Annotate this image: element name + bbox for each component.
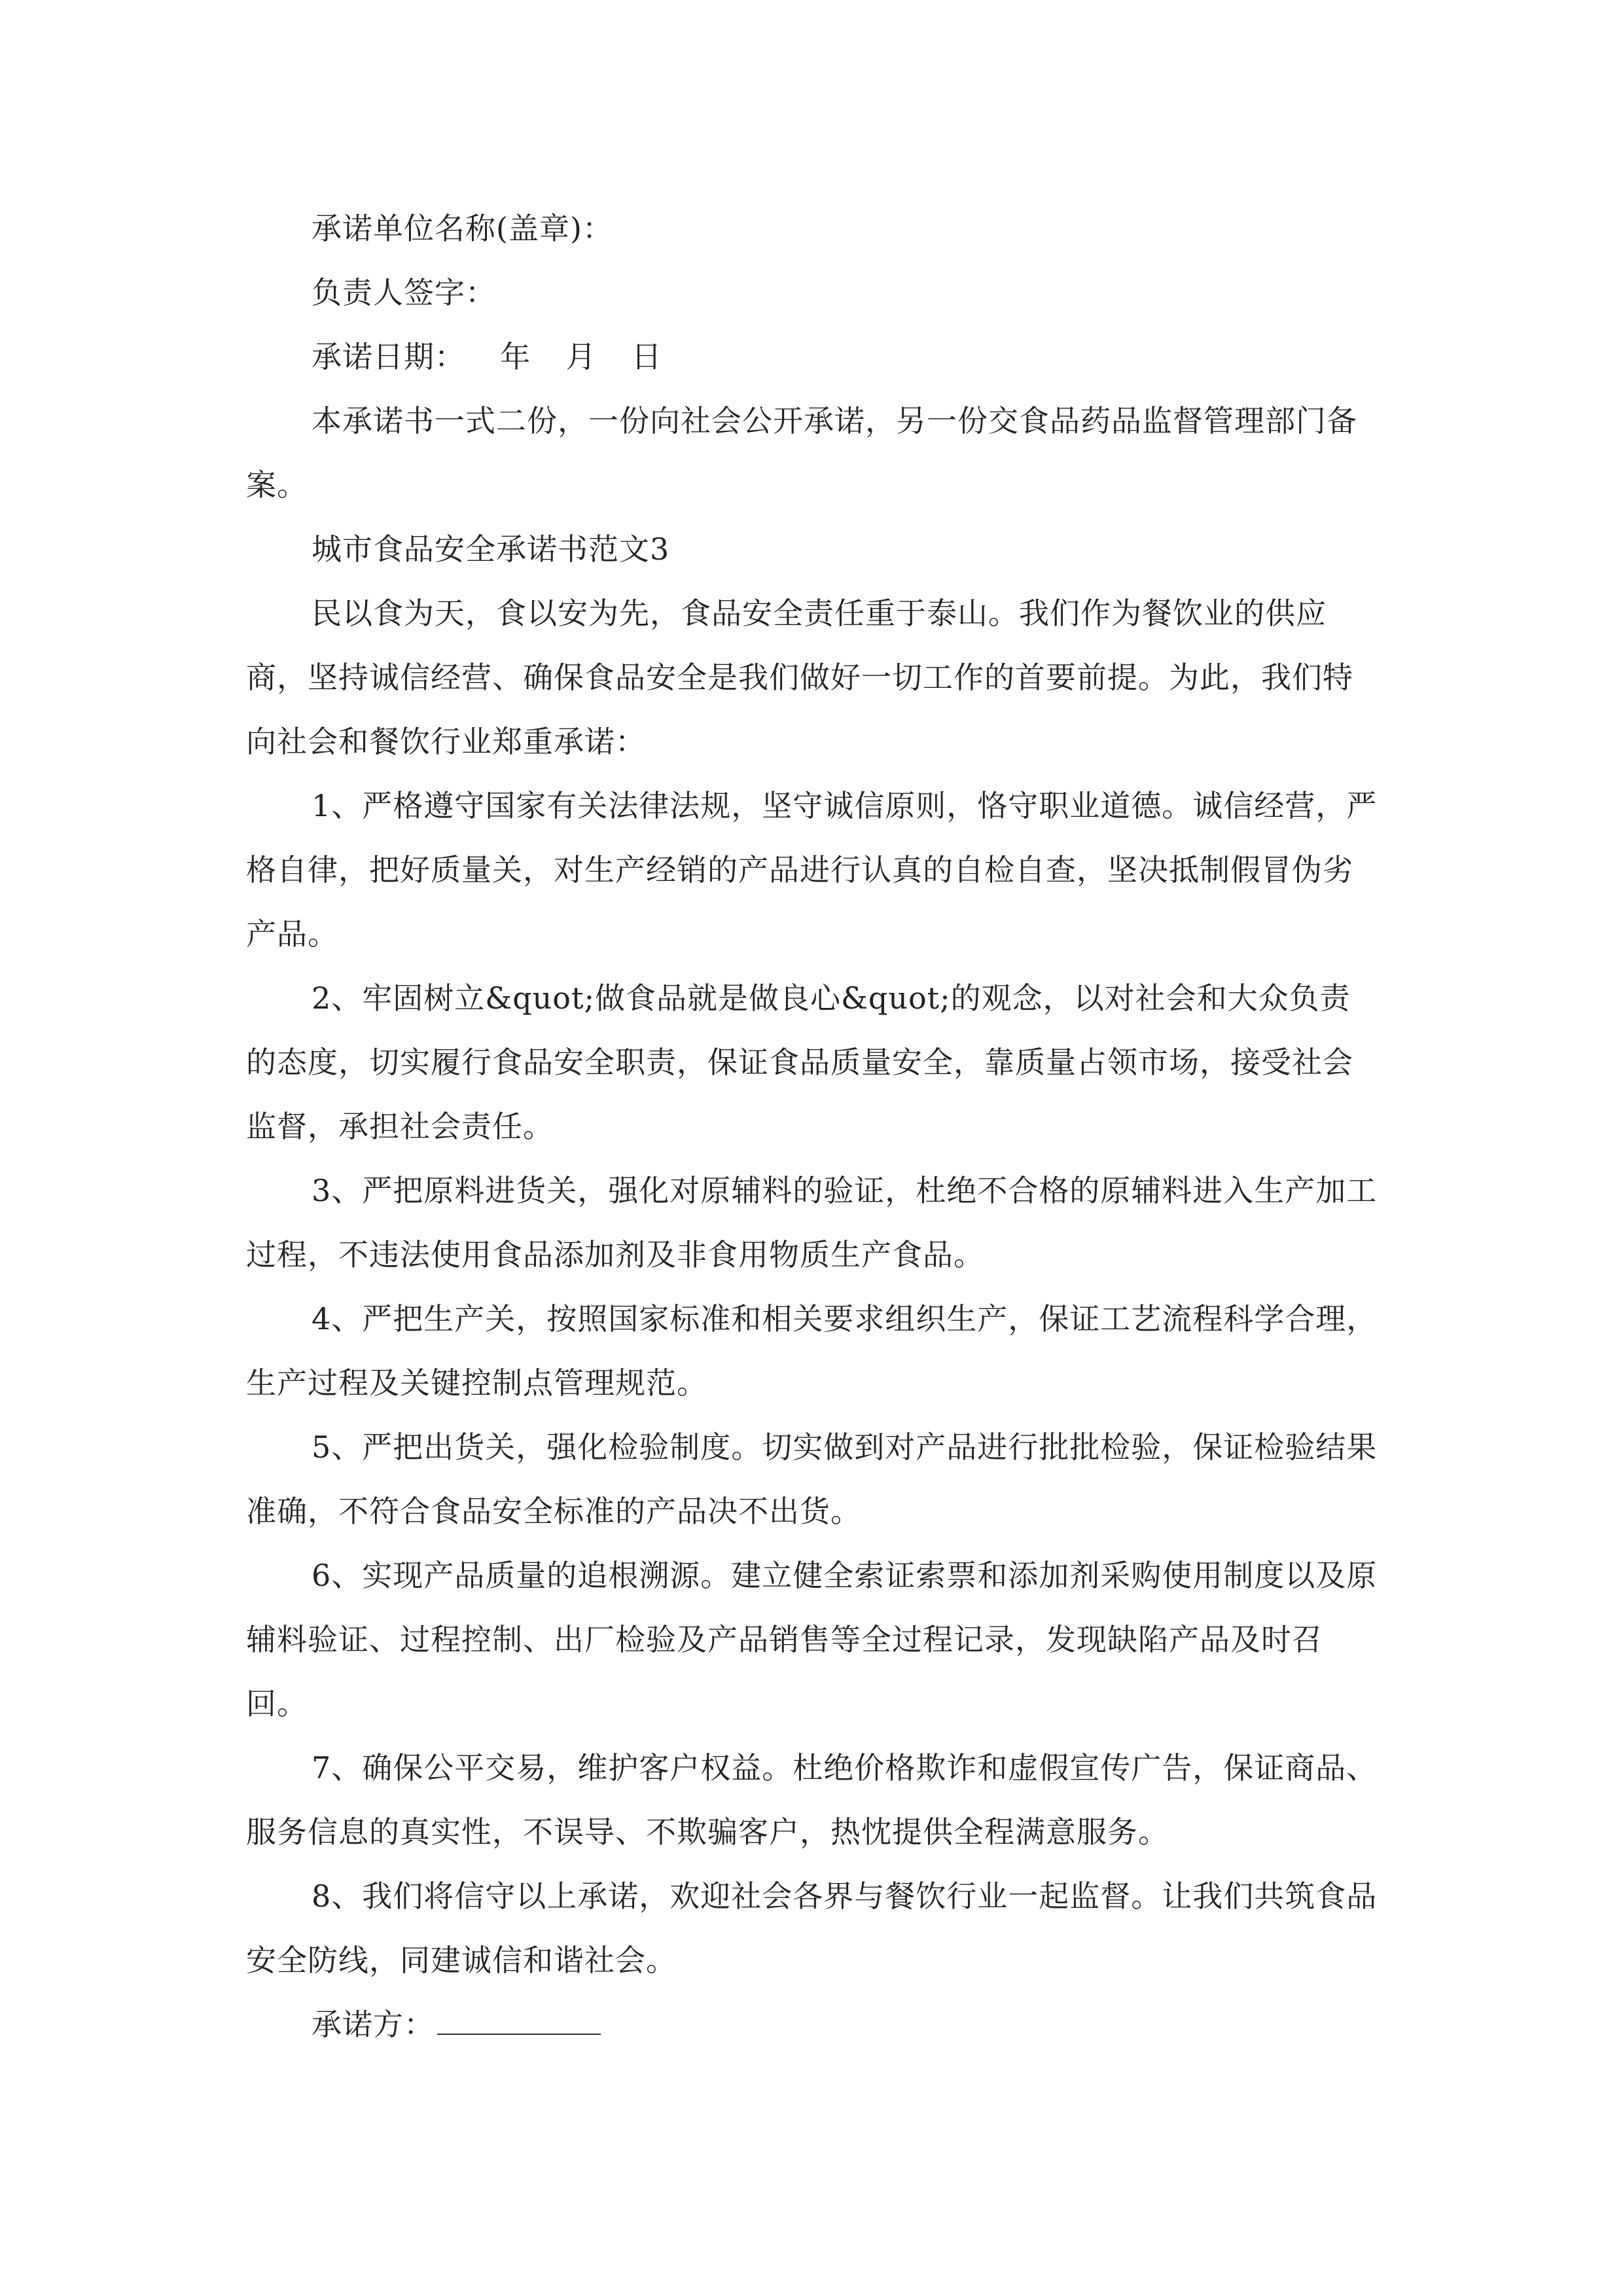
commitment-item-2: 2、牢固树立&quot;做食品就是做良心&quot;的观念，以对社会和大众负责的态度，切实履行食品安全职责，保证食品质量安全，靠质量占领市场，接受社会监督，承担社会责任。 [246, 980, 1353, 1144]
commitment-item-3: 3、严把原料进货关，强化对原辅料的验证，杜绝不合格的原辅料进入生产加工过程，不违法使用食品添加剂及非食用物质生产食品。 [246, 1173, 1378, 1272]
date-month: 月 [565, 339, 597, 374]
commitment-item-8: 8、我们将信守以上承诺，欢迎社会各界与餐饮行业一起监督。让我们共筑食品安全防线，同建诚信和谐社会。 [246, 1878, 1378, 1978]
commitment-item-4: 4、严把生产关，按照国家标准和相关要求组织生产，保证工艺流程科学合理，生产过程及关键控制点管理规范。 [246, 1301, 1378, 1401]
intro-paragraph: 民以食为天，食以安为先，食品安全责任重于泰山。我们作为餐饮业的供应商，坚持诚信经营、确保食品安全是我们做好一切工作的首要前提。为此，我们特向社会和餐饮行业郑重承诺： [246, 596, 1353, 759]
date-label: 承诺日期： [312, 339, 465, 374]
section-title: 城市食品安全承诺书范文3 [312, 531, 670, 567]
signatory-label: 承诺方： [312, 2007, 435, 2042]
commitment-item-5: 5、严把出货关，强化检验制度。切实做到对产品进行批批检验，保证检验结果准确，不符合食品安全标准的产品决不出货。 [246, 1429, 1378, 1529]
date-line [246, 325, 1378, 389]
commitment-item-6: 6、实现产品质量的追根溯源。建立健全索证索票和添加剂采购使用制度以及原辅料验证、过程控制、出厂检验及产品销售等全过程记录，发现缺陷产品及时召回。 [246, 1558, 1378, 1721]
commitment-item-7: 7、确保公平交易，维护客户权益。杜绝价格欺诈和虚假宣传广告，保证商品、服务信息的真实性，不误导、不欺骗客户，热忱提供全程满意服务。 [246, 1750, 1378, 1850]
document-body [246, 196, 1378, 2056]
commitment-item-1: 1、严格遵守国家有关法律法规，坚守诚信原则，恪守职业道德。诚信经营，严格自律，把好质量关，对生产经销的产品进行认真的自检自查，坚决抵制假冒伪劣产品。 [246, 788, 1378, 952]
signatory-blank-line [437, 2003, 601, 2035]
date-year: 年 [500, 339, 531, 374]
seal-label: 承诺单位名称(盖章)： [312, 211, 613, 246]
signature-label: 负责人签字： [312, 275, 496, 310]
copy-note: 本承诺书一式二份，一份向社会公开承诺，另一份交食品药品监督管理部门备案。 [246, 403, 1357, 503]
seal-line [246, 196, 1378, 260]
signature-line [246, 260, 1378, 325]
signatory-line [246, 1992, 1378, 2056]
date-day: 日 [631, 339, 662, 374]
